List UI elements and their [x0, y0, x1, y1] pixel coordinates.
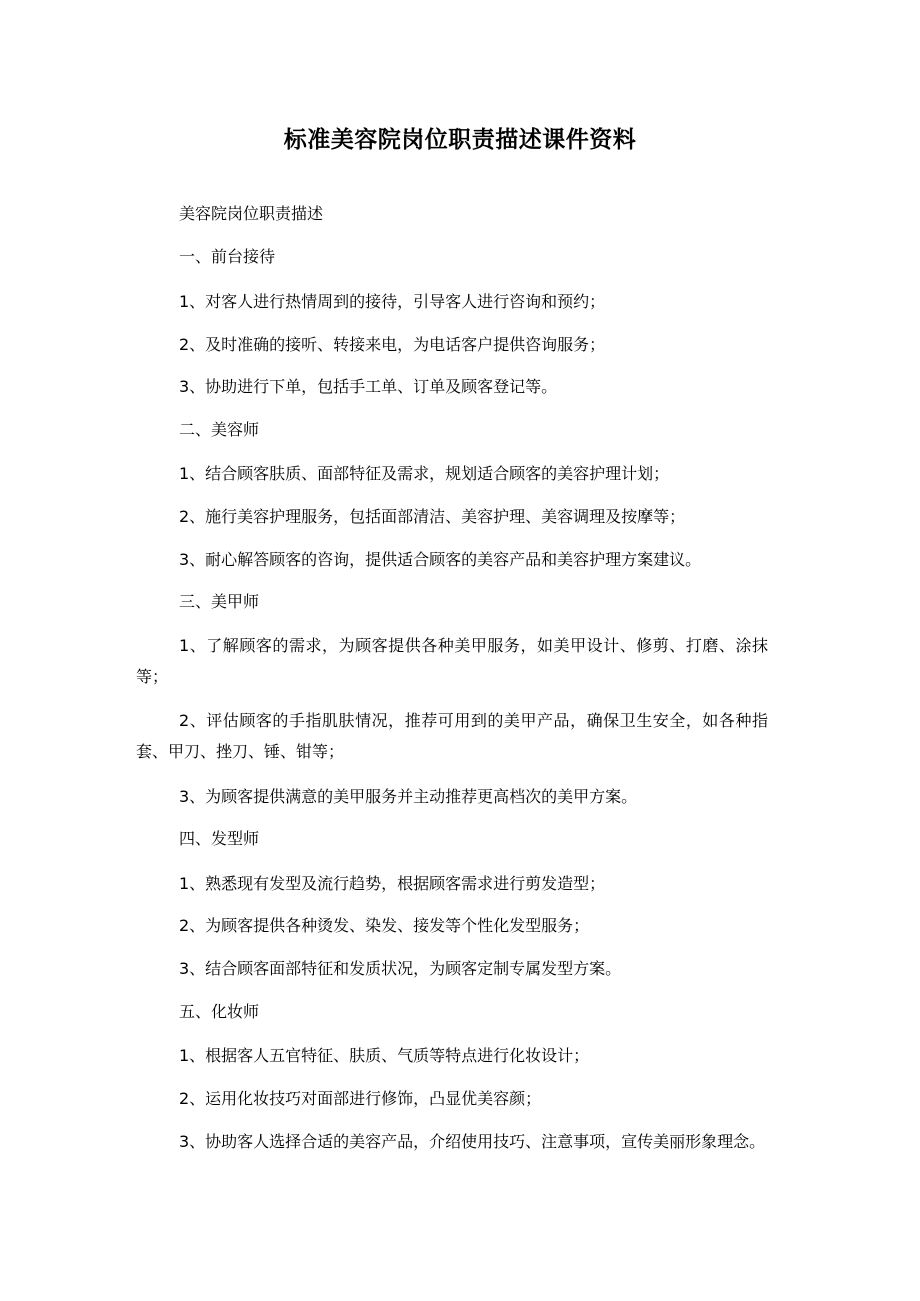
list-item: 1、根据客人五官特征、肤质、气质等特点进行化妆设计； — [179, 1046, 590, 1065]
list-item: 2、评估顾客的手指肌肤情况，推荐可用到的美甲产品，确保卫生安全，如各种指套、甲刀、挫刀、锤、钳等； — [136, 711, 768, 761]
list-item: 2、为顾客提供各种烫发、染发、接发等个性化发型服务； — [179, 916, 590, 935]
section-heading-manicurist: 三、美甲师 — [179, 592, 260, 611]
list-item: 1、对客人进行热情周到的接待，引导客人进行咨询和预约； — [179, 292, 606, 311]
list-item: 2、施行美容护理服务，包括面部清洁、美容护理、美容调理及按摩等； — [179, 507, 686, 526]
section-heading-makeup-artist: 五、化妆师 — [179, 1002, 260, 1021]
list-item: 2、及时准确的接听、转接来电，为电话客户提供咨询服务； — [179, 335, 606, 354]
section-heading-beautician: 二、美容师 — [179, 420, 260, 439]
list-item: 1、熟悉现有发型及流行趋势，根据顾客需求进行剪发造型； — [179, 874, 606, 893]
list-item: 3、为顾客提供满意的美甲服务并主动推荐更高档次的美甲方案。 — [179, 787, 638, 806]
list-item: 3、协助进行下单，包括手工单、订单及顾客登记等。 — [179, 377, 558, 396]
document-title: 标准美容院岗位职责描述课件资料 — [283, 127, 637, 153]
document-subtitle: 美容院岗位职责描述 — [179, 204, 324, 223]
list-item: 2、运用化妆技巧对面部进行修饰，凸显优美容颜； — [179, 1089, 542, 1108]
list-item: 1、结合顾客肤质、面部特征及需求，规划适合顾客的美容护理计划； — [179, 464, 670, 483]
list-item: 1、了解顾客的需求，为顾客提供各种美甲服务，如美甲设计、修剪、打磨、涂抹等； — [136, 636, 768, 686]
list-item: 3、耐心解答顾客的咨询，提供适合顾客的美容产品和美容护理方案建议。 — [179, 550, 702, 569]
section-heading-reception: 一、前台接待 — [179, 247, 276, 266]
list-item: 3、协助客人选择合适的美容产品，介绍使用技巧、注意事项，宣传美丽形象理念。 — [179, 1132, 766, 1151]
list-item: 3、结合顾客面部特征和发质状况，为顾客定制专属发型方案。 — [179, 959, 622, 978]
section-heading-hairstylist: 四、发型师 — [179, 829, 260, 848]
